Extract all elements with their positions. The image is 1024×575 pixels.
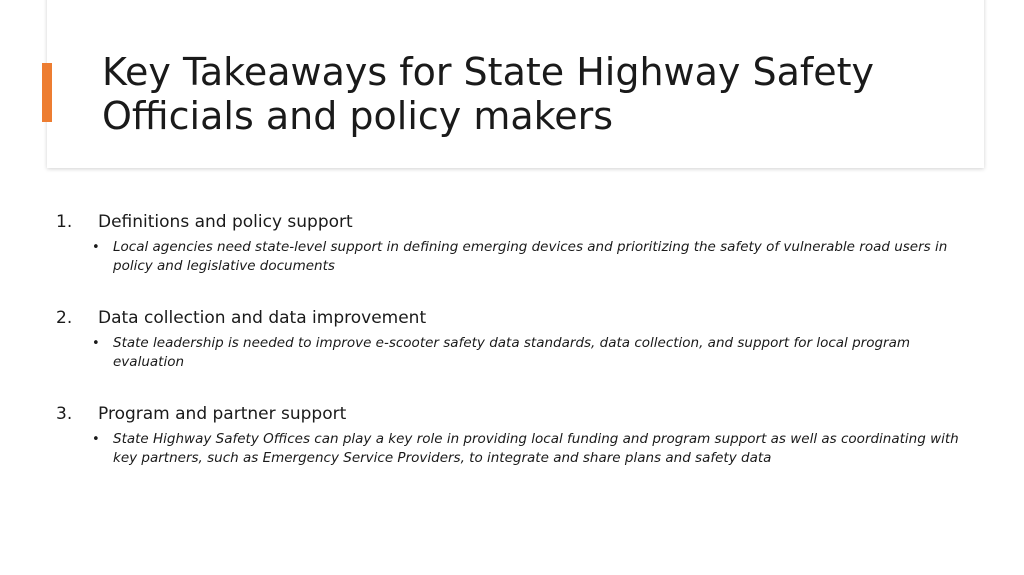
list-item-header xyxy=(56,210,976,234)
sub-bullet xyxy=(56,334,976,372)
sub-bullet xyxy=(56,430,976,468)
list-item-header xyxy=(56,402,976,426)
list-item xyxy=(56,402,976,468)
accent-bar xyxy=(42,63,52,122)
takeaways-list xyxy=(56,210,976,468)
sub-bullet-text: Local agencies need state-level support in defining emerging devices and prioritizing the safety of vulnerable road users in policy and legislative documents xyxy=(113,239,948,274)
sub-bullet-text: State leadership is needed to improve e-scooter safety data standards, data collection, and support for local program evaluation xyxy=(113,335,911,370)
list-item-header xyxy=(56,306,976,330)
list-item-heading: Data collection and data improvement xyxy=(98,308,427,328)
slide-title: Key Takeaways for State Highway Safety Officials and policy makers xyxy=(102,50,875,138)
sub-bullet-text: State Highway Safety Offices can play a key role in providing local funding and program support as well as coordinating with key partners, such as Emergency Service Providers, to integrate and share plans and safety data xyxy=(113,431,959,466)
bullet-icon: • xyxy=(92,336,100,351)
list-item xyxy=(56,210,976,276)
sub-bullet xyxy=(56,238,976,276)
list-item-heading: Program and partner support xyxy=(98,404,347,424)
list-item-number: 2. xyxy=(56,308,73,328)
list-item xyxy=(56,306,976,372)
bullet-icon: • xyxy=(92,432,100,447)
list-item-heading: Definitions and policy support xyxy=(98,212,353,232)
list-item-number: 3. xyxy=(56,404,73,424)
list-item-number: 1. xyxy=(56,212,73,232)
bullet-icon: • xyxy=(92,240,100,255)
